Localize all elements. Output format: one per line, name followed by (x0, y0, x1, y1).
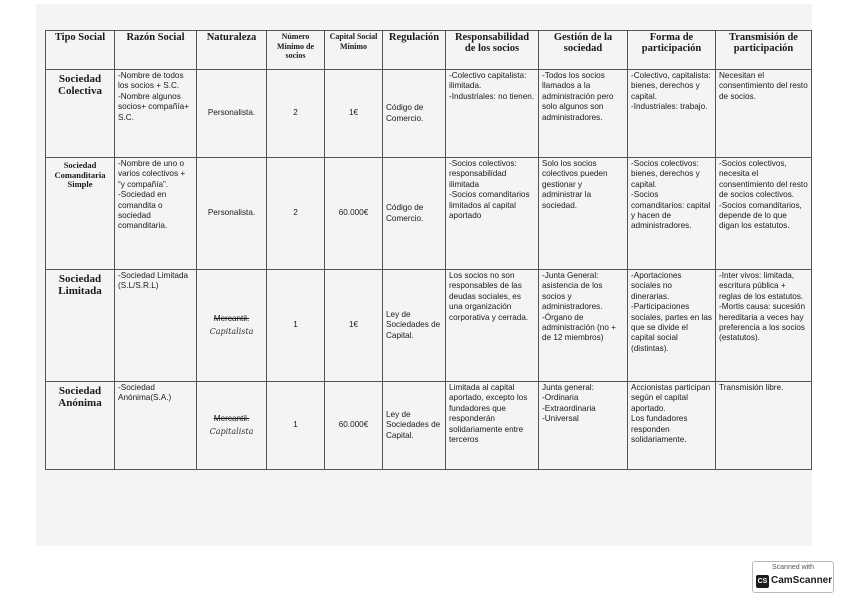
company-types-table (45, 30, 812, 470)
table-row (46, 382, 812, 470)
handwritten-note: Capitalista (209, 326, 254, 336)
cell-capital: 60.000€ (325, 158, 383, 270)
cell-regulacion: Código de Comercio. (383, 158, 446, 270)
cell-capital: 60.000€ (325, 382, 383, 470)
cell-forma: -Colectivo, capitalista: bienes, derechos y capital. -Industriales: trabajo. (628, 70, 716, 158)
cell-capital: 1€ (325, 70, 383, 158)
cell-transmision: -Inter vivos: limitada, escritura pública + reglas de los estatutos. -Mortis causa: sucesión hereditaria a veces hay preferencia a los socios (estatutos). (716, 270, 812, 382)
cell-naturaleza: Personalista. (197, 70, 267, 158)
header-tipo-social: Tipo Social (46, 31, 115, 70)
cell-razon: -Sociedad Anónima(S.A.) (115, 382, 197, 470)
header-forma-participacion: Forma de participación (628, 31, 716, 70)
header-responsabilidad: Responsabilidad de los socios (446, 31, 539, 70)
cell-regulacion: Ley de Sociedades de Capital. (383, 382, 446, 470)
cell-socios: 1 (267, 382, 325, 470)
naturaleza-text: Mercantil. (213, 314, 250, 324)
cell-gestion: -Todos los socios llamados a la administración pero solo algunos son administradores. (539, 70, 628, 158)
cell-tipo: Sociedad Anónima (46, 382, 115, 470)
cell-naturaleza (197, 270, 267, 382)
cell-transmision: Transmisión libre. (716, 382, 812, 470)
header-naturaleza: Naturaleza (197, 31, 267, 70)
cell-responsabilidad: -Colectivo capitalista: ilimitada. -Industriales: no tienen. (446, 70, 539, 158)
cell-regulacion: Código de Comercio. (383, 70, 446, 158)
cell-tipo: Sociedad Limitada (46, 270, 115, 382)
watermark-caption: Scanned with (771, 564, 815, 571)
camscanner-watermark (752, 561, 834, 593)
handwritten-note: Capitalista (209, 426, 254, 436)
cell-transmision: -Socios colectivos, necesita el consentimiento del resto de socios colectivos. -Socios comanditarios, depende de lo que digan los estatutos. (716, 158, 812, 270)
cell-forma: -Aportaciones sociales no dinerarias. -Participaciones sociales, partes en las que se divide el capital social (distintas). (628, 270, 716, 382)
cell-tipo: Sociedad Comanditaria Simple (46, 158, 115, 270)
header-row (46, 31, 812, 70)
table-row (46, 70, 812, 158)
cell-gestion: -Junta General: asistencia de los socios y administradores. -Órgano de administración (no + de 12 miembros) (539, 270, 628, 382)
cell-forma: Accionistas participan según el capital aportado. Los fundadores responden solidariamente. (628, 382, 716, 470)
cell-responsabilidad: -Socios colectivos: responsabilidad ilimitada -Socios comanditarios limitados al capital aportado (446, 158, 539, 270)
table-row (46, 158, 812, 270)
cell-tipo: Sociedad Colectiva (46, 70, 115, 158)
header-transmision: Transmisión de participación (716, 31, 812, 70)
cell-forma: -Socios colectivos: bienes, derechos y capital. -Socios comanditarios: capital y hacen de administradores. (628, 158, 716, 270)
cell-gestion: Junta general: -Ordinaria -Extraordinaria -Universal (539, 382, 628, 470)
camscanner-logo-icon: CS (756, 575, 769, 588)
naturaleza-text: Mercantil. (213, 414, 250, 424)
header-numero-socios: Número Mínimo de socios (267, 31, 325, 70)
cell-razon: -Nombre de todos los socios + S.C. -Nombre algunos socios+ compañía+ S.C. (115, 70, 197, 158)
table-row (46, 270, 812, 382)
cell-responsabilidad: Limitada al capital aportado, excepto los fundadores que responderán solidariamente entre terceros (446, 382, 539, 470)
cell-responsabilidad: Los socios no son responsables de las deudas sociales, es una organización corporativa y cerrada. (446, 270, 539, 382)
header-gestion: Gestión de la sociedad (539, 31, 628, 70)
cell-socios: 2 (267, 70, 325, 158)
header-razon-social: Razón Social (115, 31, 197, 70)
cell-razon: -Nombre de uno o varios colectivos + “y compañía”. -Sociedad en comandita o sociedad comanditaria. (115, 158, 197, 270)
cell-razon: -Sociedad Limitada (S.L/S.R.L) (115, 270, 197, 382)
cell-regulacion: Ley de Sociedades de Capital. (383, 270, 446, 382)
watermark-brand: CamScanner (771, 575, 833, 586)
header-regulacion: Regulación (383, 31, 446, 70)
cell-capital: 1€ (325, 270, 383, 382)
cell-gestion: Solo los socios colectivos pueden gestionar y administrar la sociedad. (539, 158, 628, 270)
cell-transmision: Necesitan el consentimiento del resto de socios. (716, 70, 812, 158)
header-capital-minimo: Capital Social Mínimo (325, 31, 383, 70)
cell-socios: 1 (267, 270, 325, 382)
cell-naturaleza (197, 382, 267, 470)
cell-naturaleza: Personalista. (197, 158, 267, 270)
cell-socios: 2 (267, 158, 325, 270)
